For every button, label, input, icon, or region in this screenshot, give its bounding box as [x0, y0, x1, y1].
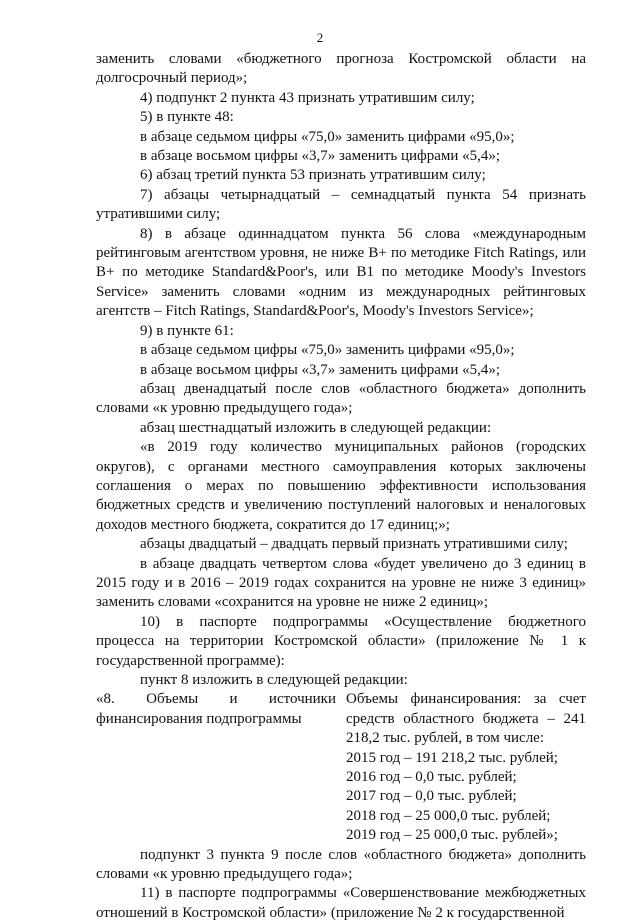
paragraph: пункт 8 изложить в следующей редакции:	[140, 672, 408, 688]
paragraph: 4) подпункт 2 пункта 43 признать утратившим силу;	[140, 89, 475, 106]
funding-year-line: 2016 год – 0,0 тыс. рублей;	[346, 769, 517, 786]
funding-year-line: 2015 год – 191 218,2 тыс. рублей;	[346, 749, 558, 766]
paragraphs-bottom	[96, 846, 586, 923]
paragraph: в абзаце восьмом цифры «3,7» заменить цифрами «5,4»;	[140, 148, 501, 165]
funding-table-label: «8. Объемы и источники финансирования подпрограммы	[96, 691, 336, 727]
paragraph: 11) в паспорте подпрограммы «Совершенствование межбюджетных отношений в Костромской области» (приложение № 2 к государственной	[96, 885, 586, 921]
document-body	[96, 50, 586, 923]
paragraph: абзацы двадцатый – двадцать первый признать утратившими силу;	[140, 536, 568, 553]
funding-table-values	[346, 690, 586, 845]
paragraph: 10) в паспорте подпрограммы «Осуществление бюджетного процесса на территории Костромской области» (приложение № 1 к государственной программе):	[96, 613, 586, 669]
paragraphs-top	[96, 50, 586, 690]
paragraph: подпункт 3 пункта 9 после слов «областного бюджета» дополнить словами «к уровню предыдущего года»;	[96, 846, 586, 883]
paragraph: «в 2019 году количество муниципальных районов (городских округов), с органами местного самоуправления которых заключены соглашения о мерах по повышению эффективности использования бюджетных средств и увеличению поступлений налоговых и неналоговых доходов местного бюджета, сократится до 17 единиц;»;	[96, 439, 586, 533]
page-number: 2	[316, 30, 324, 45]
paragraph: абзац двенадцатый после слов «областного бюджета» дополнить словами «к уровню предыдущего года»;	[96, 380, 586, 417]
paragraph: в абзаце седьмом цифры «75,0» заменить цифрами «95,0»;	[140, 128, 515, 145]
paragraph: в абзаце седьмом цифры «75,0» заменить цифрами «95,0»;	[140, 342, 515, 359]
funding-years	[346, 749, 586, 846]
paragraph: 5) в пункте 48:	[140, 109, 234, 126]
funding-table	[96, 690, 586, 845]
paragraph: в абзаце восьмом цифры «3,7» заменить цифрами «5,4»;	[140, 361, 501, 378]
paragraph: заменить словами «бюджетного прогноза Костромской области на долгосрочный период»;	[96, 51, 586, 87]
funding-year-line: 2017 год – 0,0 тыс. рублей;	[346, 788, 517, 805]
paragraph: 9) в пункте 61:	[140, 322, 234, 339]
funding-intro: Объемы финансирования: за счет средств областного бюджета – 241 218,2 тыс. рублей, в том числе:	[346, 691, 586, 747]
paragraph: абзац шестнадцатый изложить в следующей редакции:	[140, 419, 492, 436]
paragraph: 7) абзацы четырнадцатый – семнадцатый пункта 54 признать утратившими силу;	[96, 186, 586, 223]
funding-year-line: 2018 год – 25 000,0 тыс. рублей;	[346, 807, 551, 824]
paragraph: 8) в абзаце одиннадцатом пункта 56 слова «международным рейтинговым агентством уровня, не ниже B+ по методике Fitch Ratings, или B+ по методике Standard&Poor's, или B1 по методике Moody's Investors Service» заменить словами «одним из международных рейтинговых агентств – Fitch Ratings, Standard&Poor's, Moody's Investors Service»;	[96, 225, 586, 320]
funding-year-line: 2019 год – 25 000,0 тыс. рублей»;	[346, 827, 558, 844]
paragraph: 6) абзац третий пункта 53 признать утратившим силу;	[140, 167, 486, 184]
paragraph: в абзаце двадцать четвертом слова «будет увеличено до 3 единиц в 2015 году и в 2016 – 2019 годах сохранится на уровне не ниже 3 единиц» заменить словами «сохранится на уровне не ниже 2 единиц»;	[96, 555, 586, 611]
